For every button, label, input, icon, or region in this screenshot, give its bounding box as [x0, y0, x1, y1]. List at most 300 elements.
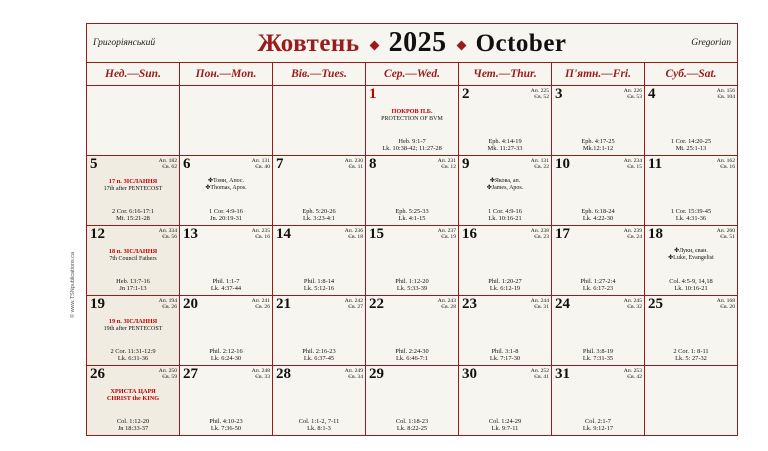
day-number: 31 [555, 366, 570, 382]
scripture-reading-line: 1 Cor. 15:39-45 [670, 207, 712, 215]
scripture-reading-line: Lk. 9:7-11 [491, 425, 519, 433]
scripture-reading-line: Phil. 2:12-16 [209, 347, 243, 355]
lectionary-line: Ап. 194 [158, 298, 177, 304]
lectionary-reference [252, 157, 270, 170]
scripture-readings [273, 278, 365, 293]
lectionary-line: Ап. 239 [623, 228, 642, 234]
lectionary-line: Ап. 156 [716, 88, 735, 94]
scripture-reading-line: Col. 1:24-29 [488, 417, 522, 425]
scripture-reading-line: Lk. 6:17-23 [582, 285, 614, 293]
scripture-readings [180, 418, 272, 433]
scripture-reading-line: Phil. 1:8-14 [303, 277, 335, 285]
lectionary-line: Ап. 244 [530, 298, 549, 304]
lectionary-line: Єв. 59 [162, 374, 177, 381]
scripture-reading-line: Eph. 5:25-33 [395, 207, 429, 215]
scripture-readings [180, 348, 272, 363]
scripture-readings [459, 208, 551, 223]
lectionary-line: Ап. 225 [530, 88, 549, 94]
lectionary-line: Ап. 182 [158, 158, 177, 164]
calendar-style-label-ukr: Григоріянський [93, 38, 156, 48]
day-cell-top [461, 367, 549, 387]
feast-title-english [461, 178, 549, 192]
lectionary-line: Єв. 24 [627, 234, 642, 241]
scripture-readings [87, 348, 179, 363]
feast-title-ukrainian [368, 108, 456, 115]
day-number: 23 [462, 296, 477, 312]
scripture-reading-line: 1 Cor. 14:20-25 [670, 137, 712, 145]
publisher-credit: © www.TSNpublications.ca [70, 251, 76, 318]
scripture-reading-line: Phil. 2:24-30 [395, 347, 429, 355]
scripture-reading-line: Heb. 9:1-7 [398, 137, 426, 145]
weekday-header-3: Сер.—Wed. [366, 63, 459, 85]
year-label: 2025 [388, 27, 447, 58]
lectionary-reference [624, 297, 642, 310]
day-number: 3 [555, 86, 563, 102]
calendar-day-cell[interactable] [459, 296, 552, 365]
lectionary-line: Ап. 237 [437, 228, 456, 234]
calendar-day-cell[interactable] [180, 296, 273, 365]
feast-title-line: 17 п. ЗІСЛАННЯ [108, 178, 158, 185]
day-cell-top [461, 87, 549, 107]
lectionary-reference [717, 157, 735, 170]
scripture-readings [552, 138, 644, 153]
feast-title-line: ✤Луки, єван. [674, 248, 708, 254]
day-cell-top [554, 87, 642, 107]
feast-title-line: ХРИСТА ЦАРЯ [110, 388, 156, 395]
day-cell-top [647, 297, 735, 317]
scripture-reading-line: Lk. 5:33-39 [396, 285, 428, 293]
day-number: 1 [369, 86, 377, 102]
lectionary-line: Єв. 27 [348, 304, 363, 311]
scripture-reading-line: 1 Cor. 4:9-16 [488, 207, 522, 215]
scripture-readings [366, 348, 458, 363]
feast-title-line: ✤Thomas, Apos. [205, 184, 247, 191]
scripture-readings [645, 348, 737, 363]
calendar-day-cell[interactable] [459, 226, 552, 295]
lectionary-line: Єв. 31 [534, 304, 549, 311]
calendar-day-cell[interactable] [180, 156, 273, 225]
lectionary-reference [438, 297, 456, 310]
scripture-readings [645, 208, 737, 223]
scripture-reading-line: Lk. 6:31-36 [117, 355, 149, 363]
scripture-readings [87, 208, 179, 223]
weekday-header-2: Вів.—Tues. [273, 63, 366, 85]
calendar-day-cell[interactable] [180, 226, 273, 295]
lectionary-line: Єв. 52 [534, 94, 549, 101]
calendar-day-cell[interactable] [459, 86, 552, 155]
day-number: 21 [276, 296, 291, 312]
day-cell-top [182, 367, 270, 387]
lectionary-line: Єв. 18 [348, 234, 363, 241]
feast-title-line: 19th after PENTECOST [103, 326, 163, 332]
lectionary-reference [624, 87, 642, 100]
calendar-container [86, 23, 738, 436]
lectionary-reference [159, 157, 177, 170]
feast-title-line: 7th Council Fathers [109, 256, 157, 262]
scripture-readings [366, 208, 458, 223]
day-number: 29 [369, 366, 384, 382]
scripture-reading-line: Lk. 8:22-25 [396, 425, 428, 433]
weekday-header-0: Нед.—Sun. [87, 63, 180, 85]
scripture-reading-line: Lk. 4:22-30 [582, 215, 614, 223]
lectionary-line: Єв. 16 [720, 164, 735, 171]
lectionary-reference [252, 367, 270, 380]
scripture-readings [273, 418, 365, 433]
lectionary-reference [624, 227, 642, 240]
calendar-cell-empty [273, 86, 366, 155]
day-cell-top [368, 227, 456, 247]
scripture-readings [366, 138, 458, 153]
lectionary-line: Ап. 230 [344, 158, 363, 164]
day-cell-top [182, 157, 270, 177]
day-cell-top [647, 87, 735, 107]
lectionary-line: Ап. 238 [530, 228, 549, 234]
calendar-day-cell[interactable] [366, 86, 459, 155]
day-number: 20 [183, 296, 198, 312]
scripture-readings [552, 278, 644, 293]
calendar-day-cell[interactable] [366, 226, 459, 295]
lectionary-reference [159, 227, 177, 240]
scripture-reading-line: Jn. 20:19-31 [210, 215, 242, 223]
day-cell-top [368, 87, 456, 107]
scripture-reading-line: Phil. 1:1-7 [212, 277, 240, 285]
calendar-day-cell[interactable] [87, 156, 180, 225]
weekday-header-4: Чет.—Thur. [459, 63, 552, 85]
day-cell-top [89, 227, 177, 247]
calendar-day-cell[interactable] [180, 366, 273, 435]
scripture-reading-line: Mt. 15:21-28 [116, 215, 150, 223]
calendar-cell-empty [87, 86, 180, 155]
lectionary-line: Ап. 235 [251, 228, 270, 234]
scripture-reading-line: Lk. 10:16-21 [674, 285, 708, 293]
lectionary-line: Ап. 131 [251, 158, 270, 164]
calendar-day-cell[interactable] [552, 366, 645, 435]
weekday-header-1: Пон.—Mon. [180, 63, 273, 85]
lectionary-reference [531, 297, 549, 310]
day-number: 24 [555, 296, 570, 312]
lectionary-line: Ап. 241 [251, 298, 270, 304]
lectionary-line: Єв. 28 [441, 304, 456, 311]
feast-title-line: 18 п. ЗІСЛАННЯ [108, 248, 158, 255]
scripture-reading-line: Phil. 2:16-23 [302, 347, 336, 355]
calendar-week-row [87, 226, 737, 296]
lectionary-line: Єв. 11 [348, 164, 363, 171]
day-number: 30 [462, 366, 477, 382]
weekday-header-row [87, 63, 737, 86]
day-number: 28 [276, 366, 291, 382]
lectionary-reference [159, 367, 177, 380]
day-number: 25 [648, 296, 663, 312]
weekday-header-5: П'ятн.—Fri. [552, 63, 645, 85]
day-number: 11 [648, 156, 663, 172]
scripture-reading-line: Eph. 4:17-25 [581, 137, 615, 145]
day-cell-top [647, 157, 735, 177]
scripture-reading-line: Lk. 7:31-35 [582, 355, 614, 363]
lectionary-line: Єв. 23 [534, 234, 549, 241]
calendar-day-cell[interactable] [87, 366, 180, 435]
scripture-reading-line: Eph. 4:14-19 [488, 137, 522, 145]
calendar-week-row [87, 296, 737, 366]
day-number: 9 [462, 156, 470, 172]
scripture-reading-line: Lk. 4:1-15 [398, 215, 426, 223]
day-number: 7 [276, 156, 284, 172]
calendar-title [189, 27, 635, 59]
scripture-reading-line: Phil. 1:20-27 [488, 277, 522, 285]
lectionary-reference [438, 227, 456, 240]
lectionary-line: Ап. 253 [623, 368, 642, 374]
lectionary-line: Ап. 250 [158, 368, 177, 374]
lectionary-line: Ап. 252 [530, 368, 549, 374]
lectionary-line: Єв. 40 [255, 164, 270, 171]
day-number: 8 [369, 156, 377, 172]
scripture-reading-line: Lk. 4:31-36 [675, 215, 707, 223]
lectionary-line: Єв. 104 [717, 94, 735, 101]
day-number: 26 [90, 366, 105, 382]
scripture-readings [645, 138, 737, 153]
feast-title-line: ✤James, Apos. [486, 184, 524, 191]
scripture-readings [459, 348, 551, 363]
lectionary-reference [345, 367, 363, 380]
lectionary-line: Ап. 248 [251, 368, 270, 374]
day-cell-top [647, 227, 735, 247]
diamond-icon [456, 41, 466, 51]
lectionary-line: Ап. 131 [530, 158, 549, 164]
calendar-day-cell[interactable] [645, 296, 737, 365]
scripture-reading-line: Phil. 3:8-19 [582, 347, 614, 355]
month-name-english: October [475, 30, 567, 57]
scripture-readings [180, 208, 272, 223]
feast-title-english [89, 326, 177, 333]
lectionary-reference [345, 227, 363, 240]
calendar-day-cell[interactable] [273, 366, 366, 435]
calendar-day-cell[interactable] [87, 226, 180, 295]
calendar-day-cell[interactable] [273, 296, 366, 365]
scripture-readings [366, 278, 458, 293]
lectionary-line: Єв. 34 [348, 374, 363, 381]
lectionary-reference [717, 297, 735, 310]
scripture-reading-line: Lk. 6:37-45 [303, 355, 335, 363]
feast-title-line: ✤Luke, Evangelist [668, 254, 714, 261]
calendar-week-row [87, 366, 737, 435]
scripture-readings [645, 278, 737, 293]
calendar-day-cell[interactable] [645, 86, 737, 155]
day-cell-top [461, 227, 549, 247]
day-number: 4 [648, 86, 656, 102]
lectionary-reference [531, 227, 549, 240]
feast-title-english [89, 186, 177, 193]
day-number: 15 [369, 226, 384, 242]
scripture-reading-line: Mt. 25:1-13 [675, 145, 707, 153]
day-cell-top [368, 297, 456, 317]
day-cell-top [89, 297, 177, 317]
calendar-day-cell[interactable] [366, 156, 459, 225]
calendar-day-cell[interactable] [366, 366, 459, 435]
feast-title-line: PROTECTION OF BVM [381, 116, 443, 122]
day-cell-top [368, 157, 456, 177]
lectionary-line: Єв. 62 [162, 164, 177, 171]
lectionary-line: Ап. 236 [344, 228, 363, 234]
feast-title-english [368, 116, 456, 123]
feast-title-line: ПОКРОВ П.Б. [391, 108, 433, 115]
day-cell-top [554, 157, 642, 177]
lectionary-reference [252, 297, 270, 310]
day-number: 19 [90, 296, 105, 312]
scripture-reading-line: Phil. 1:27-2:4 [580, 277, 616, 285]
feast-title-line: 19 п. ЗІСЛАННЯ [108, 318, 158, 325]
scripture-readings [459, 278, 551, 293]
feast-title-english [182, 178, 270, 192]
scripture-reading-line: 2 Cor. 11:31-12:9 [110, 347, 156, 355]
day-cell-top [275, 227, 363, 247]
calendar-day-cell[interactable] [645, 226, 737, 295]
lectionary-line: Ап. 245 [623, 298, 642, 304]
feast-title-line: ✤Якова, ап. [489, 178, 521, 184]
day-cell-top [89, 367, 177, 387]
scripture-readings [273, 208, 365, 223]
scripture-readings [180, 278, 272, 293]
scripture-readings [366, 418, 458, 433]
scripture-reading-line: Lk. 6:12-19 [489, 285, 521, 293]
scripture-reading-line: Lk. 10:38-42; 11:27-28 [382, 145, 442, 153]
lectionary-line: Єв. 32 [627, 304, 642, 311]
feast-title-english [89, 256, 177, 263]
scripture-reading-line: Jn 18:33-37 [117, 425, 149, 433]
lectionary-line: Єв. 12 [441, 164, 456, 171]
day-number: 10 [555, 156, 570, 172]
scripture-reading-line: Col. 4:5-9, 14,18 [669, 277, 713, 285]
day-cell-top [461, 157, 549, 177]
lectionary-line: Єв. 22 [534, 164, 549, 171]
month-name-ukrainian: Жовтень [257, 30, 360, 57]
calendar-header [87, 24, 737, 63]
scripture-readings [459, 418, 551, 433]
lectionary-reference [717, 227, 735, 240]
scripture-reading-line: 2 Cor. 6:16-17:1 [111, 207, 155, 215]
calendar-day-cell[interactable] [552, 86, 645, 155]
calendar-day-cell[interactable] [273, 156, 366, 225]
day-number: 17 [555, 226, 570, 242]
day-cell-top [89, 157, 177, 177]
lectionary-line: Ап. 260 [716, 228, 735, 234]
scripture-reading-line: Mk.12:1-12 [582, 145, 614, 153]
scripture-readings [552, 348, 644, 363]
calendar-day-cell[interactable] [459, 156, 552, 225]
lectionary-line: Єв. 33 [255, 374, 270, 381]
scripture-reading-line: Lk. 9:12-17 [582, 425, 614, 433]
day-number: 27 [183, 366, 198, 382]
feast-title-ukrainian [89, 388, 177, 402]
lectionary-reference [531, 367, 549, 380]
calendar-day-cell[interactable] [459, 366, 552, 435]
day-number: 16 [462, 226, 477, 242]
scripture-reading-line: Lk. 3:23-4:1 [303, 215, 335, 223]
feast-title-ukrainian [89, 178, 177, 185]
day-number: 6 [183, 156, 191, 172]
lectionary-line: Єв. 26 [255, 304, 270, 311]
lectionary-reference [345, 297, 363, 310]
day-number: 13 [183, 226, 198, 242]
day-cell-top [182, 227, 270, 247]
lectionary-reference [624, 367, 642, 380]
lectionary-line: Єв. 19 [441, 234, 456, 241]
lectionary-line: Єв. 41 [534, 374, 549, 381]
scripture-reading-line: Lk. 6:46-7:1 [396, 355, 428, 363]
scripture-readings [459, 138, 551, 153]
scripture-reading-line: Phil. 3:1-8 [491, 347, 519, 355]
day-cell-top [461, 297, 549, 317]
day-number: 2 [462, 86, 470, 102]
day-cell-top [368, 367, 456, 387]
scripture-reading-line: Col. 2:1-7 [585, 417, 611, 425]
lectionary-line: Ап. 243 [437, 298, 456, 304]
lectionary-reference [345, 157, 363, 170]
calendar-week-row [87, 86, 737, 156]
calendar-day-cell[interactable] [273, 226, 366, 295]
calendar-week-row [87, 156, 737, 226]
lectionary-reference [624, 157, 642, 170]
day-cell-top [275, 367, 363, 387]
lectionary-line: Ап. 249 [344, 368, 363, 374]
lectionary-reference [531, 157, 549, 170]
lectionary-reference [531, 87, 549, 100]
scripture-reading-line: Col. 1:12-20 [116, 417, 150, 425]
calendar-day-cell[interactable] [552, 296, 645, 365]
lectionary-line: Ап. 234 [623, 158, 642, 164]
calendar-day-cell[interactable] [87, 296, 180, 365]
calendar-day-cell[interactable] [645, 156, 737, 225]
scripture-reading-line: Lk. 5:12-16 [303, 285, 335, 293]
day-number: 18 [648, 226, 663, 242]
lectionary-reference [159, 297, 177, 310]
scripture-reading-line: Col. 1:1-2, 7-11 [298, 417, 340, 425]
feast-title-ukrainian [89, 248, 177, 255]
scripture-reading-line: Phil. 1:12-20 [395, 277, 429, 285]
feast-title-line: CHRIST the KING [106, 395, 160, 402]
calendar-day-cell[interactable] [366, 296, 459, 365]
scripture-reading-line: Jn 17:1-13 [119, 285, 147, 293]
lectionary-line: Ап. 162 [716, 158, 735, 164]
calendar-day-cell[interactable] [552, 226, 645, 295]
lectionary-line: Ап. 242 [344, 298, 363, 304]
scripture-readings [87, 278, 179, 293]
scripture-readings [552, 208, 644, 223]
lectionary-line: Єв. 20 [720, 304, 735, 311]
day-number: 12 [90, 226, 105, 242]
lectionary-reference [717, 87, 735, 100]
lectionary-line: Ап. 334 [158, 228, 177, 234]
day-cell-top [275, 157, 363, 177]
scripture-reading-line: Heb. 13:7-16 [116, 277, 150, 285]
calendar-cell-empty [645, 366, 737, 435]
scripture-reading-line: Lk. 8:1-3 [307, 425, 331, 433]
lectionary-line: Ап. 231 [437, 158, 456, 164]
scripture-readings [87, 418, 179, 433]
weekday-header-6: Суб.—Sat. [665, 68, 717, 80]
lectionary-line: Ап. 226 [623, 88, 642, 94]
lectionary-line: Ап. 168 [716, 298, 735, 304]
diamond-icon [369, 41, 379, 51]
lectionary-reference [438, 157, 456, 170]
scripture-reading-line: 1 Cor. 4:9-16 [209, 207, 243, 215]
calendar-day-cell[interactable] [552, 156, 645, 225]
scripture-reading-line: Col. 1:18-23 [395, 417, 429, 425]
scripture-reading-line: 2 Cor. 1: 8-11 [673, 347, 709, 355]
calendar-style-label-eng: Gregorian [691, 38, 731, 48]
day-number: 5 [90, 156, 98, 172]
scripture-reading-line: Eph. 6:18-24 [581, 207, 615, 215]
day-cell-top [554, 227, 642, 247]
day-cell-top [182, 297, 270, 317]
